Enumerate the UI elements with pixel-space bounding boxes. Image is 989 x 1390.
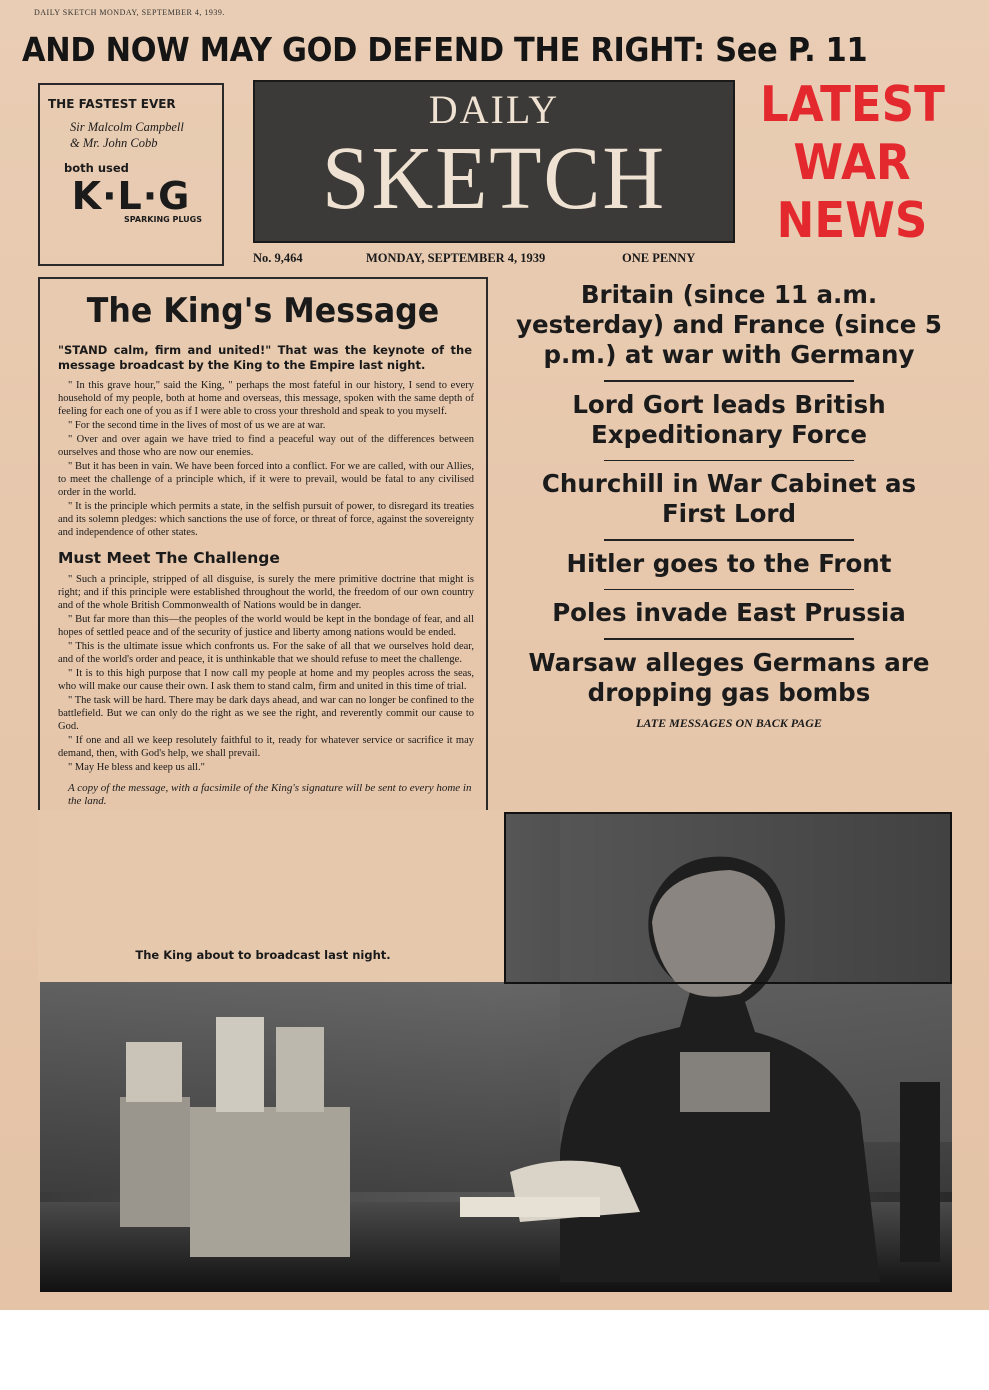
headline-divider xyxy=(604,539,854,541)
latest-line-3: NEWS xyxy=(776,192,928,249)
article-copy-note: A copy of the message, with a facsimile of the King's signature will be sent to every home in the land. xyxy=(68,782,472,807)
article-paragraph: " It is the principle which permits a state, in the selfish pursuit of power, to disregard its treaties and its solemn pledges: which sanctions the use of force, or threat of force, against the sovereignty and independence of other states. xyxy=(58,501,474,538)
article-paragraph: " In this grave hour," said the King, " perhaps the most fateful in our history, I send to every household of my people, both at home and overseas, this message, spoken with the same depth of feeling for each one of you as if I were able to cross your threshold and speak to you myself. xyxy=(58,380,474,417)
advert-product: SPARKING PLUGS xyxy=(124,215,202,224)
article-paragraph: " But far more than this—the peoples of the world would be kept in the bondage of fear, and all hopes of settled peace and of the security of justice and liberty among nations would be ended. xyxy=(58,614,474,638)
headline: Poles invade East Prussia xyxy=(552,598,906,627)
article-paragraph: " For the second time in the lives of most of us we are at war. xyxy=(68,420,326,431)
article-paragraph: " This is the ultimate issue which confronts us. For the sake of all that we ourselves hold dear, and of the world's order and peace, it is unthinkable that we should refuse to meet the challenge. xyxy=(58,641,474,665)
advert-brand: K·L·G xyxy=(71,174,191,218)
war-headlines xyxy=(506,278,952,731)
advert-names xyxy=(40,119,222,151)
late-messages-note: LATE MESSAGES ON BACK PAGE xyxy=(636,715,822,730)
masthead-sketch: SKETCH xyxy=(322,129,666,228)
advert-name-1: Sir Malcolm Campbell xyxy=(70,120,184,134)
photo-caption: The King about to broadcast last night. xyxy=(135,948,391,962)
headline: Hitler goes to the Front xyxy=(566,548,892,578)
headline-divider xyxy=(604,460,854,462)
headline-divider xyxy=(604,380,854,382)
issue-number: No. 9,464 xyxy=(253,251,303,265)
article-body xyxy=(58,379,474,539)
headline: Lord Gort leads British Expeditionary Force xyxy=(572,389,886,449)
article-paragraph: " But it has been in vain. We have been forced into a conflict. For we are called, with our Allies, to meet the challenge of a principle which, if it were to prevail, would be fatal to any civilised order in the world. xyxy=(58,461,474,498)
headline: Britain (since 11 a.m. yesterday) and France (since 5 p.m.) at war with Germany xyxy=(516,280,942,369)
latest-war-news xyxy=(760,76,944,250)
headline: Warsaw alleges Germans are dropping gas bombs xyxy=(528,647,930,707)
issue-price: ONE PENNY xyxy=(622,251,696,265)
article-paragraph: " Such a principle, stripped of all disguise, is surely the mere primitive doctrine that might is right; and if this principle were established throughout the world, the freedom of our own country and of the whole British Commonwealth of Nations would be in danger. xyxy=(58,574,474,611)
article-paragraph: " The task will be hard. There may be dark days ahead, and war can no longer be confined to the battlefield. But we can only do the right as we see the right, and reverently commit our cause to God. xyxy=(58,695,474,732)
article-title: The King's Message xyxy=(86,291,440,331)
latest-line-2: WAR xyxy=(793,134,911,191)
advert-name-2: & Mr. John Cobb xyxy=(70,136,158,150)
headline-divider xyxy=(604,589,854,591)
masthead-daily: DAILY xyxy=(428,87,560,132)
article-paragraph: " May He bless and keep us all." xyxy=(68,762,205,773)
latest-line-1: LATEST xyxy=(760,76,945,133)
masthead xyxy=(253,80,735,243)
article-body-2 xyxy=(58,573,474,774)
advert-line: both used xyxy=(64,161,129,175)
headline: Churchill in War Cabinet as First Lord xyxy=(541,469,917,528)
folio-line: DAILY SKETCH MONDAY, SEPTEMBER 4, 1939. xyxy=(34,8,225,17)
article-lead: "STAND calm, firm and united!" That was the keynote of the message broadcast by the King to the Empire last night. xyxy=(58,343,472,372)
advert-line: THE FASTEST EVER xyxy=(48,97,176,111)
headline-divider xyxy=(604,638,854,640)
article-paragraph: " Over and over again we have tried to find a peaceful way out of the differences between ourselves and those who are now our enemies. xyxy=(58,434,474,458)
klg-advert xyxy=(38,83,224,266)
article-paragraph: " It is to this high purpose that I now call my people at home and my peoples across the seas, who will make our cause their own. I ask them to stand calm, firm and united in this time of trial. xyxy=(58,668,474,692)
article-subhead: Must Meet The Challenge xyxy=(58,549,280,567)
issue-date: MONDAY, SEPTEMBER 4, 1939 xyxy=(366,251,546,265)
top-banner-headline: AND NOW MAY GOD DEFEND THE RIGHT: See P. 11 xyxy=(22,30,868,69)
article-paragraph: " If one and all we keep resolutely faithful to it, ready for whatever service or sacrifice it may demand, then, with God's help, we shall prevail. xyxy=(58,735,474,759)
